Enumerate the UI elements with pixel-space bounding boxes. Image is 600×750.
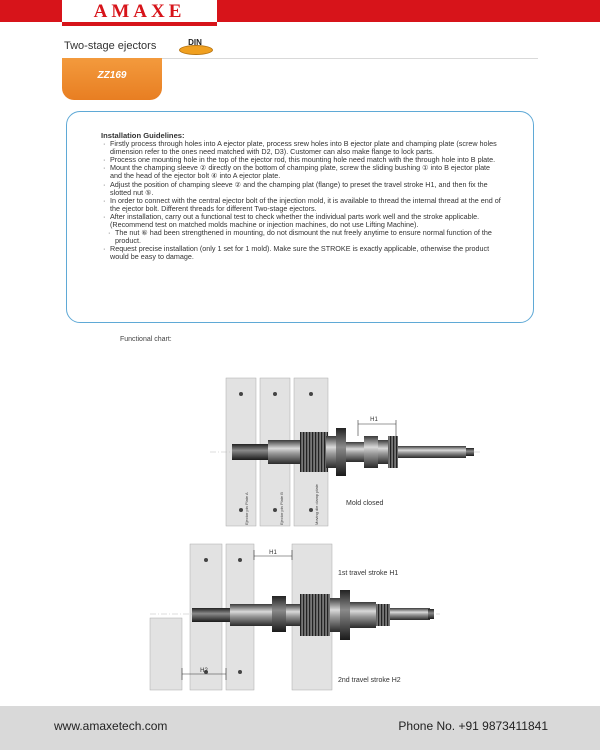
guideline-text: Mount the champing sleeve ② directly on the bottom of champing plate, screw the sliding bushing ① into B ejector plate and the head of the ejector bolt ④ into A ejector plate.	[110, 163, 491, 181]
functional-chart-label: Functional chart:	[120, 336, 172, 343]
moving-plate	[150, 618, 182, 690]
guideline-text: After installation, carry out a functional test to check whether the individual parts work well and the stroke applicable. (Recommend test on matched molds machine or injection machines, do not use Lifting Machine).	[110, 211, 480, 230]
ejector-rod	[398, 446, 466, 458]
guideline-item: · Request precise installation (only 1 set for 1 mold). Make sure the STROKE is exactly applicable, otherwise the product would be easy to damage.	[103, 244, 490, 262]
guideline-text: Firstly process through holes into A ejector plate, process srew holes into B ejector plate and champing plate (screw holes dimension refer to the ones need matched with D2, D3). Customer can also make flange to lock parts.	[110, 139, 497, 157]
guideline-text: In order to connect with the central ejector bolt of the injection mold, it is available to thread the internal thread at the end of the ejector bolt. Different threads for different Two-stage ejectors.	[110, 195, 501, 213]
logo-text: AMAXE	[93, 1, 186, 22]
clamp-plate-label: Moving die clamp plate	[314, 484, 319, 525]
product-code: ZZ169	[97, 70, 127, 81]
plate-a-label: Ejector pin Plate A	[244, 492, 249, 525]
website-link[interactable]: www.amaxetech.com	[54, 719, 168, 733]
guideline-item: · In order to connect with the central ejector bolt of the injection mold, it is available to thread the internal thread at the end of the ejector bolt. Different threads for different Two-stage ejectors.	[103, 195, 501, 213]
threaded-sleeve	[300, 432, 328, 472]
plate-b-label: Ejector pin Plate B	[279, 492, 284, 525]
guideline-item: · Mount the champing sleeve ② directly on the bottom of champing plate, screw the sliding bushing ① into B ejector plate and the head of the ejector bolt ④ into A ejector plate.	[103, 163, 491, 181]
guideline-text: Process one mounting hole in the top of the ejector rod, this mounting hole need match with the through hole into B plate.	[110, 155, 496, 165]
guideline-item: · Process one mounting hole in the top of the ejector rod, this mounting hole need match with the through hole into B plate.	[103, 155, 496, 165]
second-stroke-label: 2nd travel stroke H2	[338, 677, 401, 684]
guideline-text: The nut ⑥ had been strengthened in mounting, do not dismount the nut freely anytime to ensure normal function of the product.	[115, 228, 492, 246]
travel-stroke-diagram	[150, 544, 440, 690]
h1-dimension-label: H1	[370, 417, 378, 423]
first-stroke-label: 1st travel stroke H1	[338, 570, 399, 577]
mold-closed-label: Mold closed	[346, 500, 384, 507]
guideline-item: · The nut ⑥ had been strengthened in mounting, do not dismount the nut freely anytime to ensure normal function of the product.	[108, 228, 492, 246]
din-badge-text: DIN	[188, 38, 202, 47]
guideline-item: · After installation, carry out a functional test to check whether the individual parts work well and the stroke applicable. (Recommend test on matched molds machine or injection machines, do not use Lifting Machine).	[103, 211, 480, 230]
guideline-text: Request precise installation (only 1 set for 1 mold). Make sure the STROKE is exactly applicable, otherwise the product would be easy to damage.	[110, 244, 490, 262]
ejector-bolt-head	[232, 444, 272, 460]
phone-number: Phone No. +91 9873411841	[398, 719, 548, 733]
h1-dimension-label: H1	[269, 550, 277, 556]
guideline-item: · Firstly process through holes into A ejector plate, process srew holes into B ejector plate and champing plate (screw holes dimension refer to the ones need matched with D2, D3). Customer can also make flange to lock parts.	[103, 139, 497, 157]
guideline-text: Adjust the position of champing sleeve ② and the champing plat (flange) to preset the travel stroke H1, and then fix the slotted nut ⑤.	[110, 179, 488, 197]
footer	[0, 706, 600, 750]
page-title: Two-stage ejectors	[64, 40, 157, 52]
mold-closed-diagram	[210, 378, 480, 526]
h2-dimension-label: H2	[200, 668, 208, 674]
guidelines-title: Installation Guidelines:	[101, 131, 185, 140]
guideline-item: · Adjust the position of champing sleeve ② and the champing plat (flange) to preset the travel stroke H1, and then fix the slotted nut ⑤.	[103, 179, 488, 197]
